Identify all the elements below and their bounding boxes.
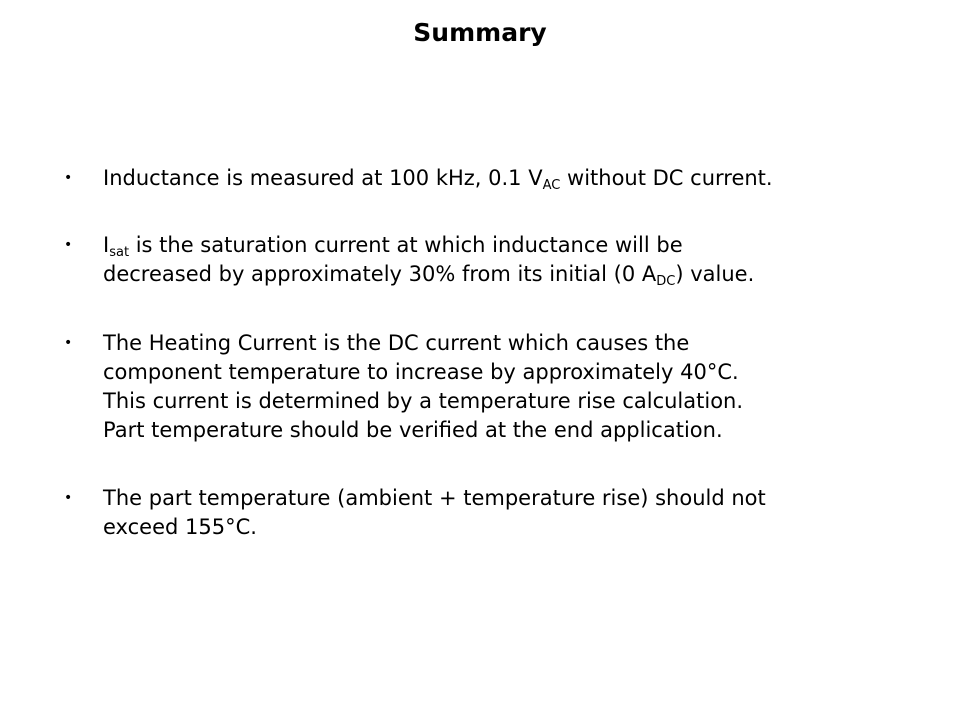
text-run: ) value. xyxy=(675,262,755,286)
bullet-icon: • xyxy=(64,170,73,186)
bullet-line xyxy=(103,231,923,260)
bullet-line: The part temperature (ambient + temperature rise) should not xyxy=(103,486,766,510)
subscript: AC xyxy=(542,178,561,193)
bullet-icon: • xyxy=(64,237,73,253)
subscript: DC xyxy=(656,274,676,289)
bullet-line xyxy=(103,260,923,289)
subscript: sat xyxy=(109,245,130,260)
bullet-line: The Heating Current is the DC current which causes the xyxy=(103,331,690,355)
text-run: decreased by approximately 30% from its initial (0 A xyxy=(103,262,657,286)
bullet-line: exceed 155°C. xyxy=(103,515,257,539)
bullet-icon: • xyxy=(64,490,73,506)
bullet-line xyxy=(103,164,923,193)
bullet-line: Part temperature should be verified at the end application. xyxy=(103,418,723,442)
bullet-text xyxy=(103,164,923,193)
bullet-line: This current is determined by a temperature rise calculation. xyxy=(103,389,744,413)
text-run: I xyxy=(103,233,110,257)
bullet-icon: • xyxy=(64,335,73,351)
bullet-text xyxy=(103,484,923,542)
text-run: Inductance is measured at 100 kHz, 0.1 V xyxy=(103,166,543,190)
slide-title: Summary xyxy=(413,18,547,47)
text-run: without DC current. xyxy=(560,166,773,190)
text-run: is the saturation current at which inductance will be xyxy=(129,233,683,257)
bullet-text xyxy=(103,329,923,445)
bullet-line: component temperature to increase by approximately 40°C. xyxy=(103,360,739,384)
bullet-text xyxy=(103,231,923,289)
